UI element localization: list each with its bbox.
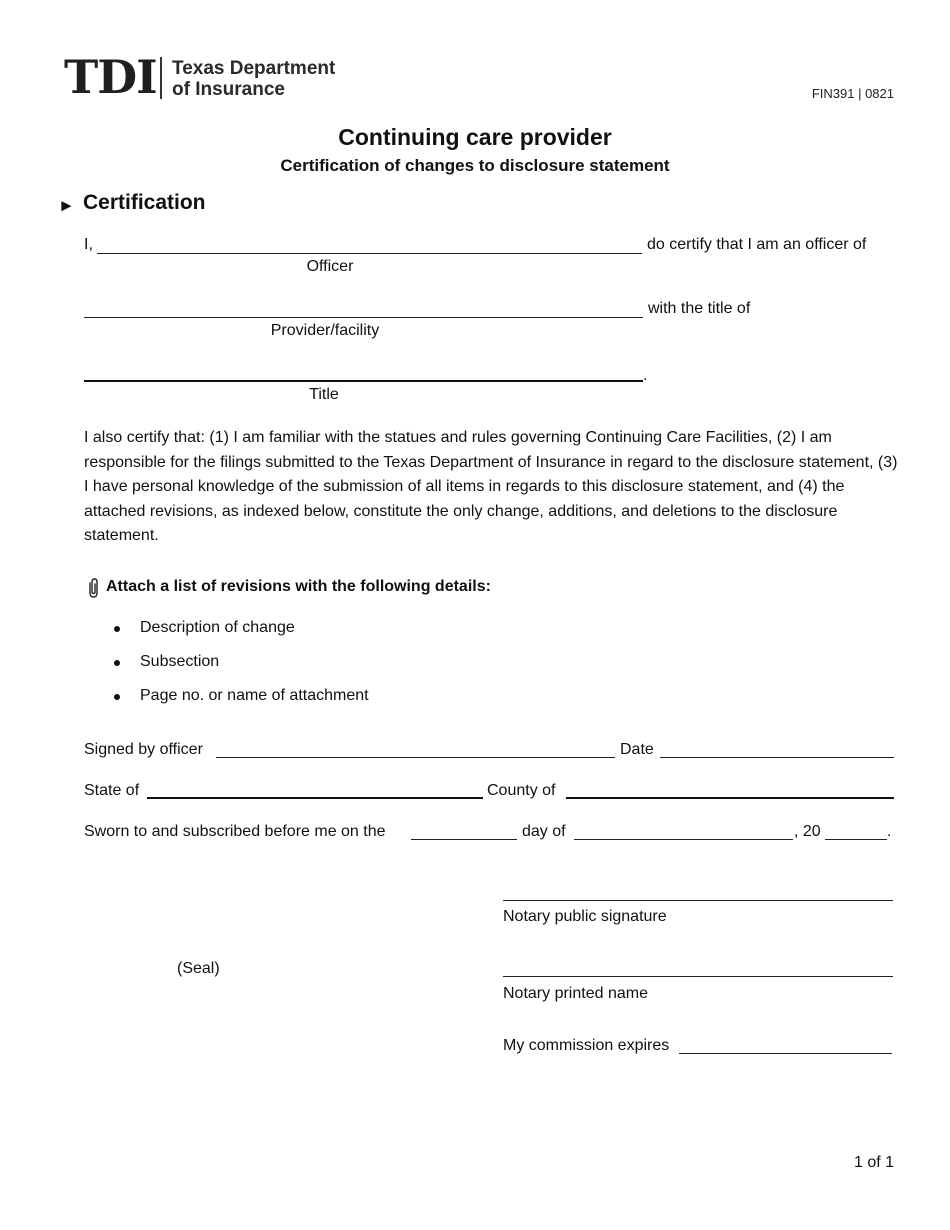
title-caption: Title: [309, 386, 339, 403]
sworn-label: Sworn to and subscribed before me on the: [84, 823, 386, 840]
logo-divider: [160, 57, 162, 99]
year-prefix: , 20: [794, 823, 821, 840]
list-item: Page no. or name of attachment: [140, 687, 369, 704]
day-field[interactable]: [411, 839, 517, 840]
document-title: Continuing care provider: [338, 124, 612, 150]
bullet-dot: [114, 626, 120, 632]
attach-title: Attach a list of revisions with the following details:: [106, 578, 491, 595]
day-of-label: day of: [522, 823, 566, 840]
section-title: Certification: [83, 191, 206, 214]
notary-signature-field[interactable]: [503, 900, 893, 901]
list-item: Description of change: [140, 619, 295, 636]
provider-caption: Provider/facility: [270, 322, 380, 339]
officer-suffix: do certify that I am an officer of: [647, 236, 867, 253]
form-id: FIN391 | 0821: [811, 86, 894, 101]
title-field[interactable]: [84, 380, 643, 382]
tdi-logo-mark: TDI: [64, 50, 157, 104]
month-field[interactable]: [574, 839, 793, 840]
logo-line-2: of Insurance: [172, 79, 285, 100]
notary-name-field[interactable]: [503, 976, 893, 977]
section-arrow-icon: ►: [58, 196, 75, 215]
page-number: 1 of 1: [853, 1154, 894, 1171]
state-field[interactable]: [147, 797, 483, 799]
date-field[interactable]: [660, 757, 894, 758]
commission-label: My commission expires: [503, 1037, 670, 1054]
state-label: State of: [84, 782, 140, 799]
year-suffix: .: [887, 823, 892, 840]
officer-caption: Officer: [306, 258, 354, 275]
year-field[interactable]: [825, 839, 887, 840]
logo-line-1: Texas Department: [172, 58, 336, 79]
county-field[interactable]: [566, 797, 894, 799]
title-suffix: .: [643, 367, 648, 384]
bullet-dot: [114, 694, 120, 700]
tdi-logo-text: [172, 58, 335, 100]
prefix-i: I,: [84, 236, 93, 253]
officer-field[interactable]: [97, 253, 642, 254]
signed-by-label: Signed by officer: [84, 741, 203, 758]
commission-field[interactable]: [679, 1053, 892, 1054]
notary-signature-label: Notary public signature: [503, 908, 667, 925]
certification-paragraph: I also certify that: (1) I am familiar with the statues and rules governing Continuing Care Facilities, (2) I am responsible for the filings submitted to the Texas Department of Insurance in regard to the disclosure statement, (3) I have personal knowledge of the submission of all items in regards to this disclosure statement, and (4) the attached revisions, as indexed below, constitute the only change, additions, and deletions to the disclosure statement.: [84, 429, 898, 544]
date-label: Date: [620, 741, 654, 758]
officer-signature-field[interactable]: [216, 757, 615, 758]
provider-field[interactable]: [84, 317, 643, 318]
paperclip-icon: [84, 577, 102, 599]
notary-name-label: Notary printed name: [503, 985, 648, 1002]
county-label: County of: [487, 782, 556, 799]
list-item: Subsection: [140, 653, 220, 670]
provider-suffix: with the title of: [648, 300, 751, 317]
document-subtitle: Certification of changes to disclosure statement: [280, 156, 670, 175]
bullet-dot: [114, 660, 120, 666]
seal-label: (Seal): [177, 960, 220, 977]
